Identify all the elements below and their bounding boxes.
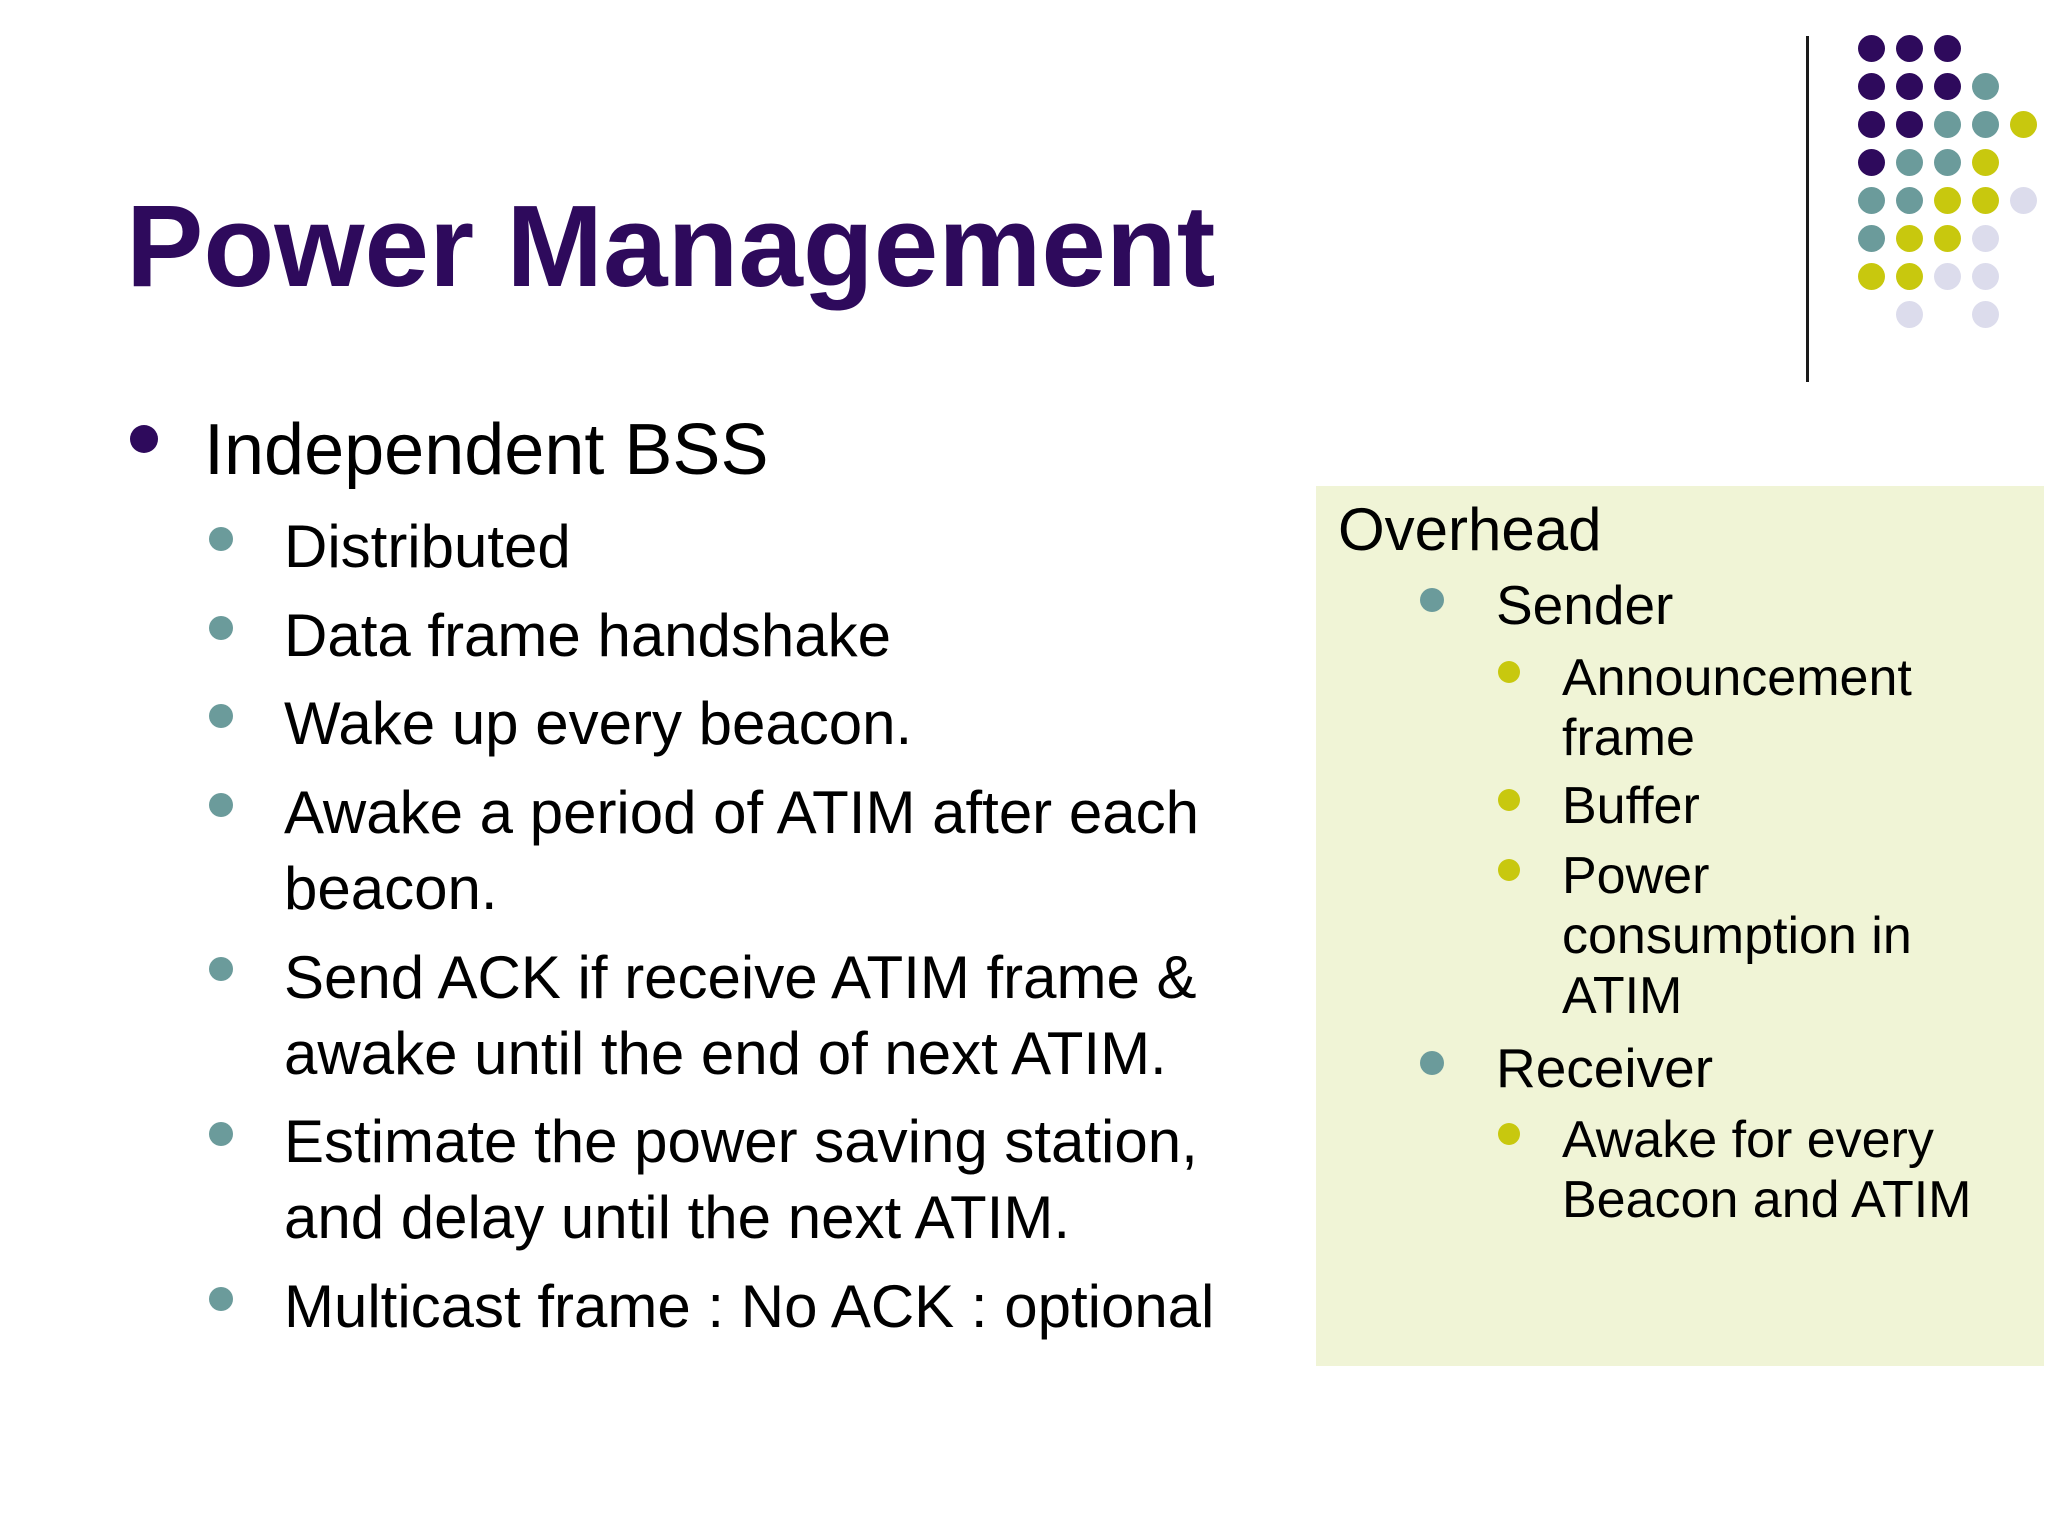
decor-dot	[1858, 225, 1885, 252]
decor-dot	[1896, 301, 1923, 328]
bullet-icon	[209, 1287, 233, 1311]
decor-dot	[1972, 111, 1999, 138]
bullet-icon	[1498, 1123, 1520, 1145]
decor-dot	[1972, 149, 1999, 176]
divider-line	[1806, 36, 1809, 382]
decor-dot	[2010, 187, 2037, 214]
decor-dot	[1896, 111, 1923, 138]
bullet-icon	[1498, 661, 1520, 683]
list-item: Multicast frame : No ACK : optional	[284, 1273, 1215, 1340]
bullet-icon	[209, 1122, 233, 1146]
decor-dot	[1858, 73, 1885, 100]
bullet-icon	[209, 793, 233, 817]
decor-dot	[1972, 187, 1999, 214]
decor-dot	[1896, 35, 1923, 62]
overhead-heading: Overhead	[1338, 496, 1602, 563]
bullet-icon	[1498, 789, 1520, 811]
bullet-icon	[1420, 1051, 1444, 1075]
decor-dot	[1896, 149, 1923, 176]
sender-item: Buffer	[1562, 777, 1700, 835]
decor-dot	[1896, 263, 1923, 290]
list-item: Distributed	[284, 513, 571, 580]
decor-dot	[1858, 35, 1885, 62]
decor-dot	[1972, 73, 1999, 100]
decor-dot	[1896, 73, 1923, 100]
decor-dot	[1896, 187, 1923, 214]
decor-dot	[2010, 111, 2037, 138]
decor-dot	[1934, 73, 1961, 100]
bullet-icon	[209, 957, 233, 981]
decor-dot	[1934, 111, 1961, 138]
decor-dot	[1934, 149, 1961, 176]
decor-dot	[1934, 187, 1961, 214]
decor-dot	[1858, 263, 1885, 290]
decor-dot	[1858, 111, 1885, 138]
sender-label: Sender	[1496, 574, 1674, 636]
decor-dot	[1934, 225, 1961, 252]
decor-dot	[1972, 225, 1999, 252]
receiver-item: Awake for every Beacon and ATIM	[1562, 1111, 1972, 1229]
decor-dot	[1972, 263, 1999, 290]
decor-dot	[1934, 35, 1961, 62]
list-item: Data frame handshake	[284, 602, 892, 669]
decor-dot	[1934, 263, 1961, 290]
decor-dot	[1972, 301, 1999, 328]
decor-dot	[1858, 149, 1885, 176]
list-item: Awake a period of ATIM after each beacon.	[284, 779, 1199, 922]
bullet-icon	[209, 704, 233, 728]
decor-dot	[1896, 225, 1923, 252]
main-heading: Independent BSS	[204, 410, 769, 490]
bullet-icon	[1498, 859, 1520, 881]
list-item: Send ACK if receive ATIM frame & awake until the end of next ATIM.	[284, 944, 1197, 1087]
slide-title: Power Management	[126, 181, 1216, 311]
list-item: Estimate the power saving station, and delay until the next ATIM.	[284, 1108, 1198, 1251]
bullet-icon	[209, 616, 233, 640]
sender-item: Power consumption in ATIM	[1562, 847, 1912, 1025]
sender-item: Announcement frame	[1562, 649, 1912, 767]
receiver-label: Receiver	[1496, 1037, 1714, 1099]
bullet-icon	[1420, 588, 1444, 612]
decor-dot	[1858, 187, 1885, 214]
bullet-icon	[209, 527, 233, 551]
list-item: Wake up every beacon.	[284, 690, 913, 757]
bullet-icon	[130, 425, 158, 453]
